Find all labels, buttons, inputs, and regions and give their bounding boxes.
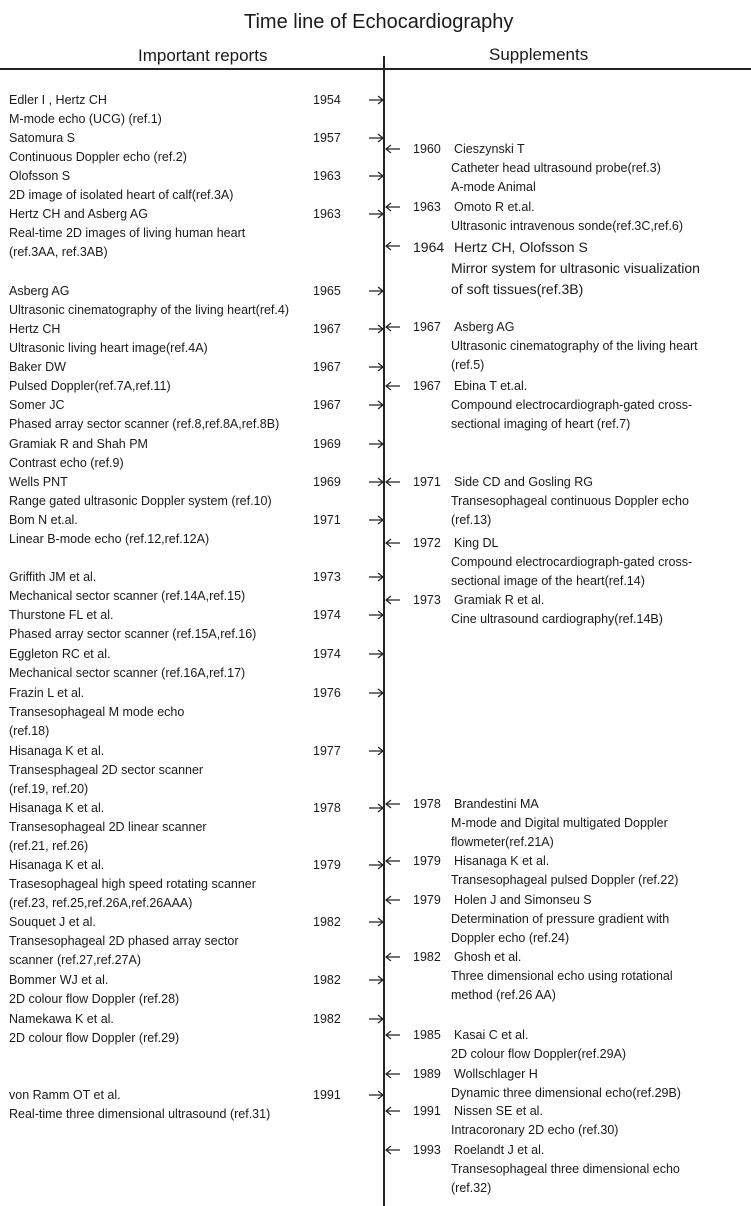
report-year: 1967 [313,398,341,412]
supplement-author: Ebina T et.al. [454,379,528,393]
report-author: Bommer WJ et al. [9,973,109,987]
arrow-left-icon [385,477,401,487]
report-year: 1967 [313,322,341,336]
report-author: von Ramm OT et al. [9,1088,121,1102]
report-author: Griffith JM et al. [9,570,97,584]
report-description: Transesophageal 2D linear scanner [9,820,207,834]
supplement-description: sectional imaging of heart (ref.7) [451,417,631,431]
arrow-left-icon [385,538,401,548]
report-year: 1957 [313,131,341,145]
arrow-right-icon [368,1014,384,1024]
supplement-description: A-mode Animal [451,180,536,194]
supplement-description: Transesophageal three dimensional echo [451,1162,680,1176]
report-author: Souquet J et al. [9,915,96,929]
header-divider [0,68,751,70]
arrow-right-icon [368,362,384,372]
report-description: Phased array sector scanner (ref.8,ref.8A,ref.8B) [9,417,280,431]
supplement-author: Hisanaga K et al. [454,854,550,868]
arrow-right-icon [368,171,384,181]
arrow-right-icon [368,688,384,698]
supplement-year: 1963 [413,200,441,214]
report-author: Hertz CH and Asberg AG [9,207,148,221]
report-description: (ref.3AA, ref.3AB) [9,245,108,259]
report-author: Eggleton RC et al. [9,647,111,661]
report-year: 1976 [313,686,341,700]
supplement-year: 1967 [413,320,441,334]
arrow-right-icon [368,400,384,410]
report-description: Real-time 2D images of living human heart [9,226,246,240]
supplement-description: Ultrasonic cinematography of the living heart [451,339,698,353]
report-description: Mechanical sector scanner (ref.14A,ref.15) [9,589,246,603]
report-author: Gramiak R and Shah PM [9,437,148,451]
supplement-year: 1979 [413,893,441,907]
report-description: (ref.21, ref.26) [9,839,89,853]
report-year: 1979 [313,858,341,872]
supplement-author: Holen J and Simonseu S [454,893,592,907]
arrow-right-icon [368,515,384,525]
supplement-year: 1971 [413,475,441,489]
report-author: Frazin L et al. [9,686,85,700]
supplement-description: (ref.32) [451,1181,492,1195]
report-author: Hisanaga K et al. [9,858,105,872]
arrow-left-icon [385,895,401,905]
report-description: (ref.18) [9,724,50,738]
report-year: 1978 [313,801,341,815]
supplement-description: (ref.5) [451,358,485,372]
supplement-description: Intracoronary 2D echo (ref.30) [451,1123,619,1137]
report-year: 1982 [313,973,341,987]
report-author: Satomura S [9,131,76,145]
arrow-left-icon [385,799,401,809]
arrow-left-icon [385,144,401,154]
report-description: (ref.23, ref.25,ref.26A,ref.26AAA) [9,896,193,910]
arrow-right-icon [368,860,384,870]
report-year: 1963 [313,207,341,221]
supplement-description: 2D colour flow Doppler(ref.29A) [451,1047,627,1061]
supplement-year: 1979 [413,854,441,868]
report-description: (ref.19, ref.20) [9,782,89,796]
report-year: 1991 [313,1088,341,1102]
arrow-right-icon [368,133,384,143]
supplement-description: M-mode and Digital multigated Doppler [451,816,668,830]
report-description: Ultrasonic living heart image(ref.4A) [9,341,208,355]
arrow-left-icon [385,595,401,605]
report-description: 2D image of isolated heart of calf(ref.3A) [9,188,234,202]
arrow-left-icon [385,1145,401,1155]
supplement-year: 1973 [413,593,441,607]
report-description: Range gated ultrasonic Doppler system (ref.10) [9,494,272,508]
supplement-year: 1967 [413,379,441,393]
supplement-author: Cieszynski T [454,142,525,156]
supplement-year: 1964 [413,239,445,255]
supplement-year: 1989 [413,1067,441,1081]
report-year: 1974 [313,608,341,622]
page-title: Time line of Echocardiography [244,11,514,33]
right-column-heading: Supplements [489,45,589,64]
report-year: 1963 [313,169,341,183]
report-description: Trasesophageal high speed rotating scanner [9,877,256,891]
arrow-right-icon [368,286,384,296]
supplement-author: Side CD and Gosling RG [454,475,593,489]
report-author: Somer JC [9,398,65,412]
report-description: Real-time three dimensional ultrasound (ref.31) [9,1107,271,1121]
supplement-year: 1978 [413,797,441,811]
supplement-author: King DL [454,536,499,550]
report-author: Hisanaga K et al. [9,744,105,758]
report-year: 1971 [313,513,341,527]
supplement-author: Asberg AG [454,320,515,334]
report-description: Pulsed Doppler(ref.7A,ref.11) [9,379,171,393]
report-year: 1967 [313,360,341,374]
supplement-description: Compound electrocardiograph-gated cross- [451,398,693,412]
supplement-description: Ultrasonic intravenous sonde(ref.3C,ref.6) [451,219,684,233]
supplement-author: Nissen SE et al. [454,1104,543,1118]
report-description: 2D colour flow Doppler (ref.29) [9,1031,180,1045]
report-year: 1973 [313,570,341,584]
supplement-author: Gramiak R et al. [454,593,545,607]
supplement-year: 1972 [413,536,441,550]
report-author: Thurstone FL et al. [9,608,114,622]
arrow-right-icon [368,477,384,487]
arrow-right-icon [368,1090,384,1100]
report-description: Ultrasonic cinematography of the living heart(ref.4) [9,303,289,317]
report-year: 1965 [313,284,341,298]
supplement-description: Determination of pressure gradient with [451,912,670,926]
supplement-description: Dynamic three dimensional echo(ref.29B) [451,1086,681,1100]
arrow-right-icon [368,917,384,927]
report-description: Transesophageal 2D phased array sector [9,934,239,948]
arrow-left-icon [385,241,401,251]
supplement-author: Ghosh et al. [454,950,522,964]
arrow-left-icon [385,856,401,866]
report-year: 1969 [313,475,341,489]
arrow-right-icon [368,95,384,105]
report-description: Phased array sector scanner (ref.15A,ref.16) [9,627,257,641]
report-description: scanner (ref.27,ref.27A) [9,953,142,967]
report-year: 1969 [313,437,341,451]
supplement-description: (ref.13) [451,513,492,527]
supplement-year: 1985 [413,1028,441,1042]
report-year: 1954 [313,93,341,107]
supplement-description: Doppler echo (ref.24) [451,931,570,945]
report-description: Transesphageal 2D sector scanner [9,763,204,777]
report-author: Bom N et.al. [9,513,78,527]
report-description: 2D colour flow Doppler (ref.28) [9,992,180,1006]
supplement-description: Transesophageal continuous Doppler echo [451,494,689,508]
report-description: M-mode echo (UCG) (ref.1) [9,112,162,126]
arrow-left-icon [385,322,401,332]
supplement-description: method (ref.26 AA) [451,988,556,1002]
supplement-description: sectional image of the heart(ref.14) [451,574,645,588]
report-description: Contrast echo (ref.9) [9,456,124,470]
supplement-year: 1982 [413,950,441,964]
report-description: Continuous Doppler echo (ref.2) [9,150,187,164]
arrow-right-icon [368,649,384,659]
supplement-year: 1991 [413,1104,441,1118]
supplement-description: of soft tissues(ref.3B) [451,281,584,297]
report-year: 1982 [313,1012,341,1026]
supplement-description: flowmeter(ref.21A) [451,835,554,849]
report-author: Hertz CH [9,322,61,336]
arrow-right-icon [368,439,384,449]
arrow-left-icon [385,1106,401,1116]
supplement-description: Cine ultrasound cardiography(ref.14B) [451,612,663,626]
report-author: Wells PNT [9,475,68,489]
supplement-author: Hertz CH, Olofsson S [454,239,588,255]
supplement-author: Brandestini MA [454,797,539,811]
supplement-description: Catheter head ultrasound probe(ref.3) [451,161,661,175]
supplement-author: Wollschlager H [454,1067,538,1081]
report-year: 1977 [313,744,341,758]
arrow-right-icon [368,803,384,813]
supplement-description: Compound electrocardiograph-gated cross- [451,555,693,569]
supplement-author: Kasai C et al. [454,1028,529,1042]
report-year: 1974 [313,647,341,661]
supplement-year: 1960 [413,142,441,156]
report-author: Baker DW [9,360,66,374]
report-year: 1982 [313,915,341,929]
supplement-description: Three dimensional echo using rotational [451,969,673,983]
arrow-right-icon [368,610,384,620]
arrow-right-icon [368,975,384,985]
report-author: Edler I , Hertz CH [9,93,107,107]
supplement-author: Omoto R et.al. [454,200,535,214]
supplement-description: Mirror system for ultrasonic visualization [451,260,700,276]
supplement-author: Roelandt J et al. [454,1143,545,1157]
supplement-description: Transesophageal pulsed Doppler (ref.22) [451,873,679,887]
report-author: Namekawa K et al. [9,1012,114,1026]
arrow-right-icon [368,324,384,334]
arrow-left-icon [385,1030,401,1040]
arrow-right-icon [368,572,384,582]
arrow-right-icon [368,746,384,756]
arrow-right-icon [368,209,384,219]
report-author: Asberg AG [9,284,70,298]
report-author: Hisanaga K et al. [9,801,105,815]
report-description: Transesophageal M mode echo [9,705,185,719]
left-column-heading: Important reports [138,46,268,65]
supplement-year: 1993 [413,1143,441,1157]
arrow-left-icon [385,381,401,391]
arrow-left-icon [385,952,401,962]
report-author: Olofsson S [9,169,71,183]
report-description: Linear B-mode echo (ref.12,ref.12A) [9,532,210,546]
arrow-left-icon [385,202,401,212]
arrow-left-icon [385,1069,401,1079]
report-description: Mechanical sector scanner (ref.16A,ref.17) [9,666,246,680]
